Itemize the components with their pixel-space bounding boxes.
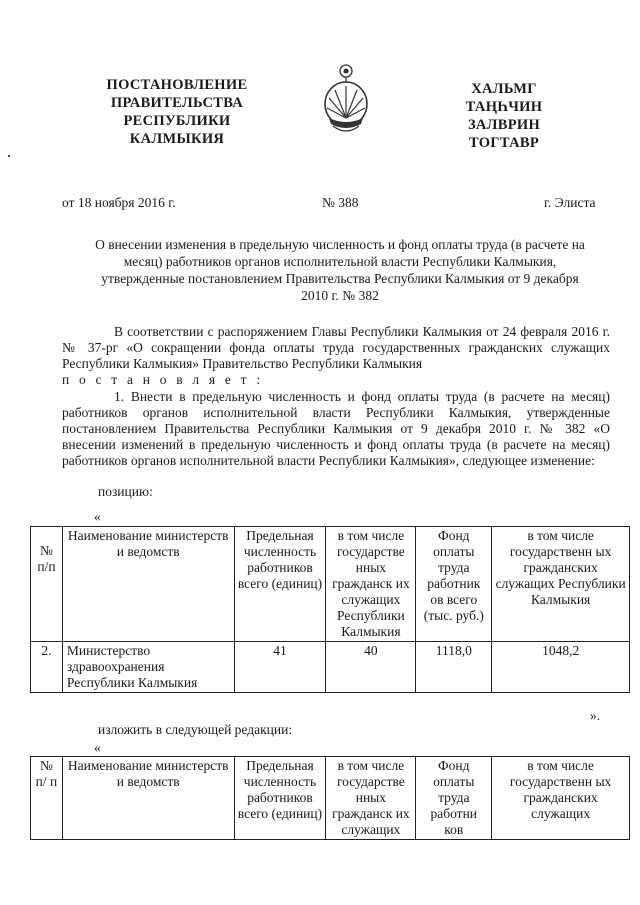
header-cell-payroll: Фонд оплаты труда работник ов всего (тыс. руб.) [416,527,492,642]
position-table-new [30,756,630,840]
document-title [60,236,620,304]
open-quote: « [94,509,101,524]
issuer-line: ПОСТАНОВЛЕНИЕ [106,77,248,93]
cell-number: 2. [31,642,63,693]
document-date: от 18 ноября 2016 г. [62,195,176,210]
cell-headcount: 41 [234,642,326,693]
issuer-line: РЕСПУБЛИКИ [123,113,231,129]
header-cell-number: № п/п [31,527,63,642]
item-1-paragraph: 1. Внести в предельную численность и фонд оплаты труда (в расчете на месяц) работников органов исполнительной власти Республики Калмыкия, утвержденные постановлением Правительства Республики Калмыкия от 9 декабря 2010 г. № 382 «О внесении изменений в предельную численность и фонд оплаты труда (в расчете на месяц) работников органов исполнительной власти Республики Калмыкия», следующее изменение: [62,389,610,468]
preamble-paragraph: В соответствии с распоряжением Главы Республики Калмыкия от 24 февраля 2016 г. № 37-рг «О сокращении фонда оплаты труда государственных гражданских служащих Республики Калмыкия» Правительство Республики Калмыкия [62,324,610,371]
header-cell-payroll-civil: в том числе государственн ых гражданских служащих [492,757,630,840]
position-word: позицию: [98,484,153,499]
scan-speck [8,155,10,157]
issuer-line: ЗАЛВРИН [467,117,541,133]
header-cell-civil-servants: в том числе государстве нных гражданск их служащих [326,757,416,840]
issuer-line: ПРАВИТЕЛЬСТВА [110,95,244,111]
header-cell-number: № п/ п [31,757,63,840]
new-wording-line: изложить в следующей редакции: [98,722,293,737]
open-quote-2: « [94,740,101,755]
issuer-title-kalmyk [448,80,560,152]
kalmykia-coat-of-arms-icon [321,60,371,138]
header-cell-headcount: Предельная численность работников всего (единиц) [234,527,326,642]
document-number: № 388 [322,195,359,210]
header-cell-civil-servants: в том числе государстве нных гражданск их служащих Республики Калмыкия [326,527,416,642]
header-cell-payroll-civil: в том числе государственн ых гражданских служащих Республики Калмыкия [492,527,630,642]
cell-payroll: 1118,0 [416,642,492,693]
issuer-line: ТОГТАВР [468,135,540,151]
title-line: утвержденные постановлением Правительства Республики Калмыкия от 9 декабря [101,271,579,286]
header-cell-name: Наименование министерств и ведомств [62,757,234,840]
header-cell-name: Наименование министерств и ведомств [62,527,234,642]
resolves-word: п о с т а н о в л я е т : [62,372,264,387]
close-quote: ». [590,708,601,723]
issuer-line: ХАЛЬМГ [471,81,537,97]
title-line: месяц) работников органов исполнительной власти Республики Калмыкия, [123,254,557,269]
title-line: 2010 г. № 382 [301,288,379,303]
cell-payroll-civil: 1048,2 [492,642,630,693]
issuer-line: КАЛМЫКИЯ [129,131,225,147]
issuer-line: ТАҢҺЧИН [465,99,543,115]
document-city: г. Элиста [544,195,596,210]
header-cell-headcount: Предельная численность работников всего (единиц) [234,757,326,840]
table-row [31,642,630,693]
title-line: О внесении изменения в предельную численность и фонд оплаты труда (в расчете на [95,237,585,252]
table-header-row [31,527,630,642]
issuer-title-russian [92,76,262,148]
cell-civil-servants: 40 [326,642,416,693]
table-header-row [31,757,630,840]
header-cell-payroll: Фонд оплаты труда работни ков [416,757,492,840]
position-table-old [30,526,630,693]
cell-ministry: Министерство здравоохранения Республики Калмыкия [62,642,234,693]
